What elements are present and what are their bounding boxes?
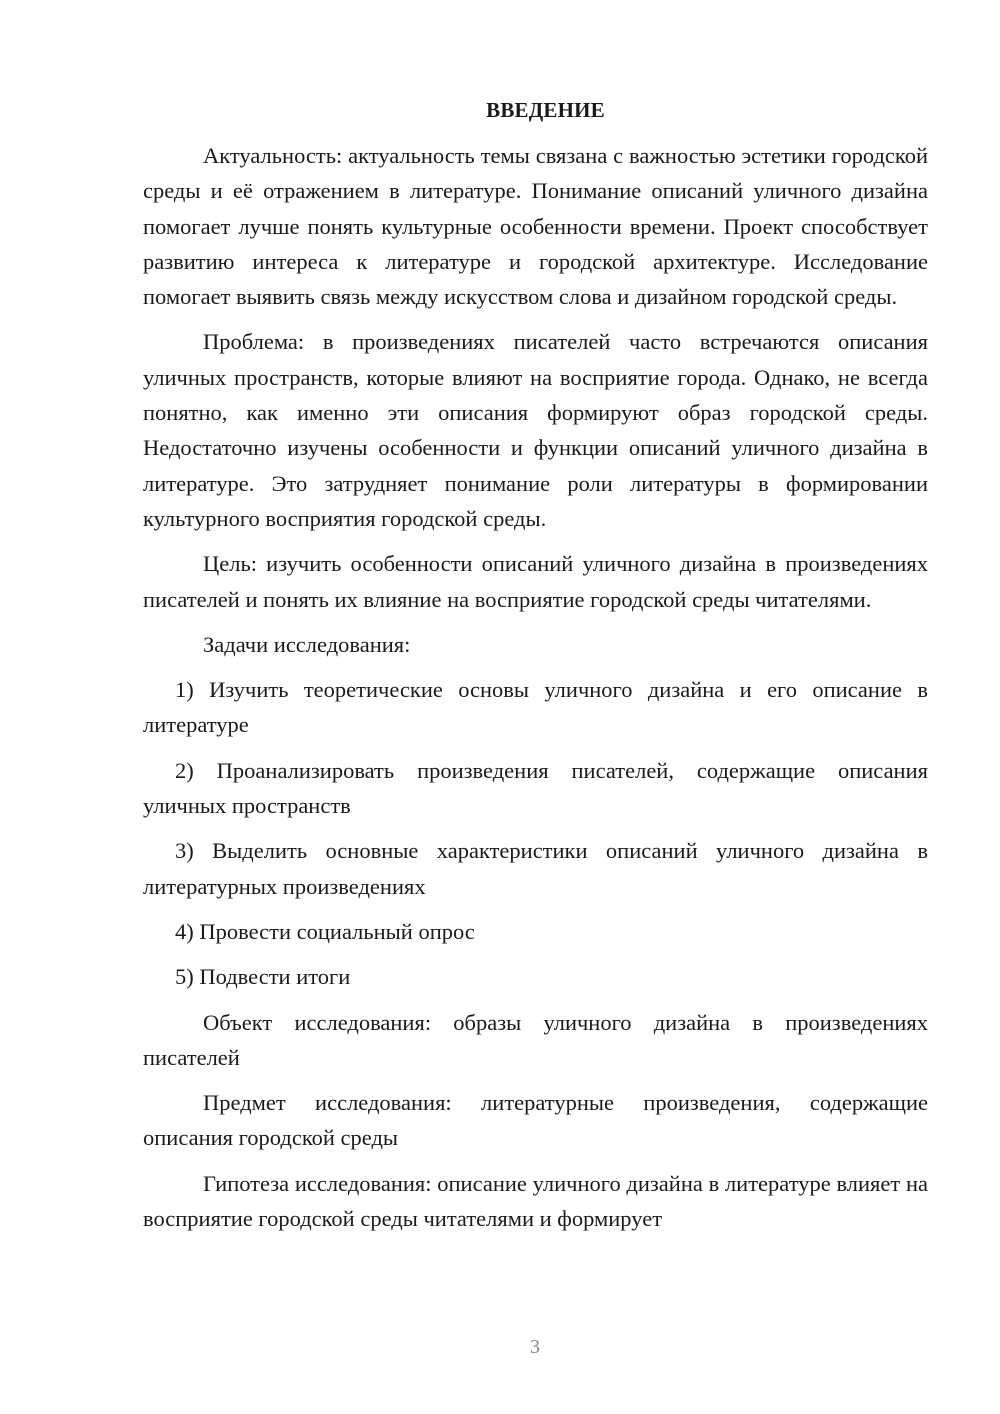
task-item-2: 2) Проанализировать произведения писателей, содержащие описания уличных пространств xyxy=(143,757,928,819)
tasks-title: Задачи исследования: xyxy=(203,631,411,657)
problem-paragraph: Проблема: в произведениях писателей часто встречаются описания уличных пространств, которые влияют на восприятие города. Однако, не всегда понятно, как именно эти описания формируют образ городской среды. Недостаточно изучены особенности и функции описаний уличного дизайна в литературе. Это затрудняет понимание роли литературы в формировании культурного восприятия городской среды. xyxy=(143,329,928,531)
page-content xyxy=(143,95,928,1246)
hypothesis-paragraph: Гипотеза исследования: описание уличного дизайна в литературе влияет на восприятие городской среды читателями и формирует xyxy=(143,1170,928,1232)
goal-paragraph: Цель: изучить особенности описаний уличного дизайна в произведениях писателей и понять их влияние на восприятие городской среды читателями. xyxy=(143,551,928,612)
page-number: 3 xyxy=(530,1336,540,1358)
subject-paragraph: Предмет исследования: литературные произведения, содержащие описания городской среды xyxy=(143,1090,928,1151)
task-item-5: 5) Подвести итоги xyxy=(175,964,351,990)
task-item-3: 3) Выделить основные характеристики описаний уличного дизайна в литературных произведениях xyxy=(143,838,928,899)
object-paragraph: Объект исследования: образы уличного дизайна в произведениях писателей xyxy=(143,1009,928,1070)
relevance-paragraph: Актуальность: актуальность темы связана с важностью эстетики городской среды и её отражением в литературе. Понимание описаний уличного дизайна помогает лучше понять культурные особенности времени. Проект способствует развитию интереса к литературе и городской архитектуре. Исследование помогает выявить связь между искусством слова и дизайном городской среды. xyxy=(143,143,928,310)
page-title: ВВЕДЕНИЕ xyxy=(486,98,605,122)
task-item-1: 1) Изучить теоретические основы уличного дизайна и его описание в литературе xyxy=(143,677,928,738)
task-item-4: 4) Провести социальный опрос xyxy=(175,918,475,944)
